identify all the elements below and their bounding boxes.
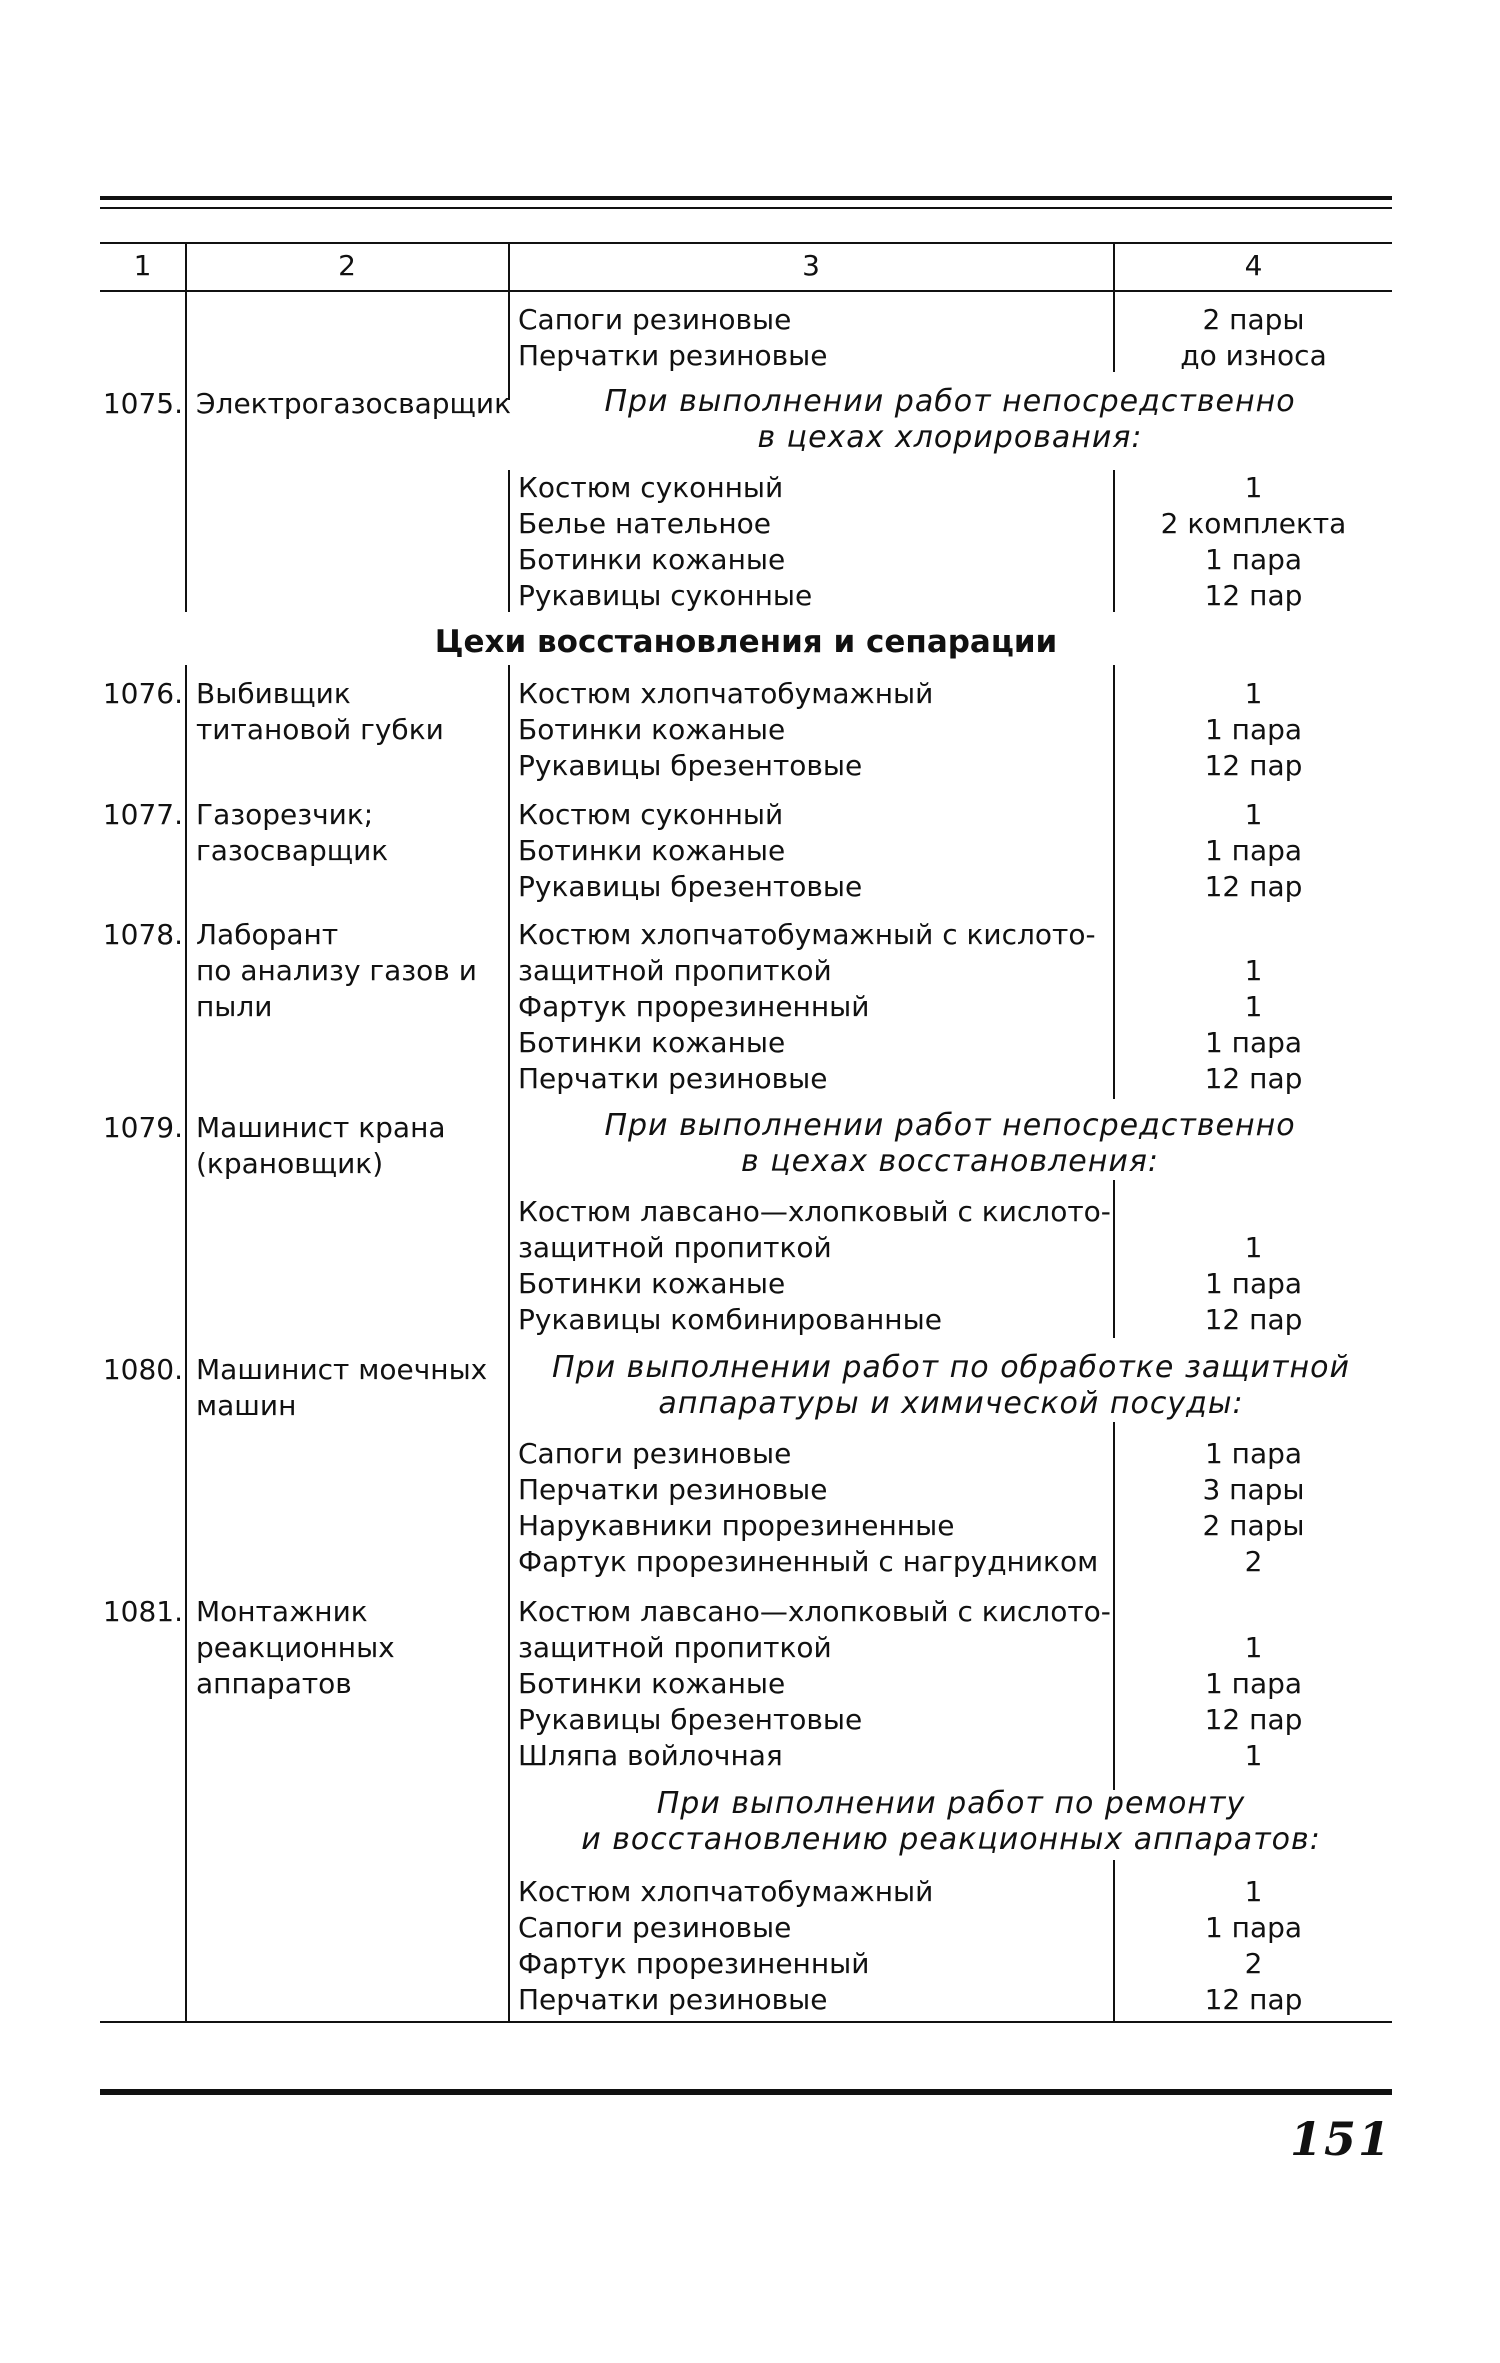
item-text: Перчатки резиновые: [518, 339, 828, 372]
condition-note: аппаратуры и химической посуды:: [658, 1386, 1244, 1421]
page-number: 151: [1289, 2112, 1392, 2166]
qty-text: 12 пар: [1204, 1703, 1303, 1736]
top-rule-thin: [100, 207, 1392, 209]
entry-title: Выбивщик: [196, 677, 351, 710]
qty-text: 12 пар: [1204, 1303, 1303, 1336]
qty-text: 2 пары: [1202, 303, 1305, 336]
item-text: Ботинки кожаные: [518, 1026, 786, 1059]
header-top-line: [100, 242, 1392, 244]
qty-text: 1 пара: [1204, 1911, 1303, 1944]
qty-text: 1: [1244, 1631, 1263, 1664]
entry-title: Лаборант: [196, 918, 339, 951]
qty-text: 1: [1244, 954, 1263, 987]
item-text: Ботинки кожаные: [518, 543, 786, 576]
entry-number-1079: 1079.: [102, 1111, 183, 1144]
qty-text: 1 пара: [1204, 1026, 1303, 1059]
qty-text: 1: [1244, 471, 1263, 504]
qty-text: до износа: [1180, 339, 1327, 372]
qty-text: 1 пара: [1204, 1267, 1303, 1300]
condition-note: в цехах хлорирования:: [757, 420, 1143, 455]
item-text: Рукавицы брезентовые: [518, 749, 863, 782]
item-text: защитной пропиткой: [518, 1231, 832, 1264]
top-rule-thick: [100, 196, 1392, 200]
col-header-1: 1: [133, 249, 152, 282]
condition-note: и восстановлению реакционных аппаратов:: [581, 1822, 1321, 1857]
item-text: Рукавицы брезентовые: [518, 870, 863, 903]
item-text: Костюм суконный: [518, 798, 784, 831]
qty-text: 1 пара: [1204, 1437, 1303, 1470]
item-text: Костюм хлопчатобумажный с кислото-: [518, 918, 1096, 951]
entry-title: реакционных: [196, 1631, 395, 1664]
qty-text: 1 пара: [1204, 543, 1303, 576]
qty-text: 12 пар: [1204, 870, 1303, 903]
item-text: Рукавицы брезентовые: [518, 1703, 863, 1736]
item-text: Ботинки кожаные: [518, 834, 786, 867]
col-sep-1-upper: [185, 242, 187, 612]
item-text: Костюм суконный: [518, 471, 784, 504]
entry-title: машин: [196, 1389, 297, 1422]
item-text: Сапоги резиновые: [518, 1437, 792, 1470]
qty-text: 12 пар: [1204, 1062, 1303, 1095]
qty-text: 1 пара: [1204, 713, 1303, 746]
qty-text: 12 пар: [1204, 579, 1303, 612]
item-text: Рукавицы комбинированные: [518, 1303, 942, 1336]
entry-number-1076: 1076.: [102, 677, 183, 710]
entry-title: Газорезчик;: [196, 798, 374, 831]
entry-number-1081: 1081.: [102, 1595, 183, 1628]
item-text: Сапоги резиновые: [518, 1911, 792, 1944]
entry-title: Электрогазосварщик: [196, 387, 511, 420]
condition-note: При выполнении работ непосредственно: [604, 384, 1296, 419]
qty-text: 1: [1244, 1739, 1263, 1772]
entry-title: по анализу газов и: [196, 954, 477, 987]
qty-text: 2 пары: [1202, 1509, 1305, 1542]
col-header-3: 3: [802, 249, 820, 282]
qty-text: 1 пара: [1204, 1667, 1303, 1700]
qty-text: 1: [1244, 677, 1263, 710]
qty-text: 2: [1244, 1947, 1263, 1980]
condition-note: в цехах восстановления:: [741, 1144, 1159, 1179]
item-text: Сапоги резиновые: [518, 303, 792, 336]
item-text: Фартук прорезиненный: [518, 1947, 870, 1980]
item-text: Ботинки кожаные: [518, 1667, 786, 1700]
item-text: защитной пропиткой: [518, 1631, 832, 1664]
entry-title: пыли: [196, 990, 273, 1023]
header-bottom-line: [100, 290, 1392, 292]
item-text: Перчатки резиновые: [518, 1983, 828, 2016]
item-text: Перчатки резиновые: [518, 1473, 828, 1506]
entry-title: газосварщик: [196, 834, 389, 867]
qty-text: 1 пара: [1204, 834, 1303, 867]
item-text: Фартук прорезиненный с нагрудником: [518, 1545, 1099, 1578]
entry-number-1080: 1080.: [102, 1353, 183, 1386]
item-text: Нарукавники прорезиненные: [518, 1509, 955, 1542]
item-text: Костюм лавсано—хлопковый с кислото-: [518, 1595, 1111, 1628]
entry-title: аппаратов: [196, 1667, 352, 1700]
condition-note: При выполнении работ по ремонту: [656, 1786, 1246, 1821]
qty-text: 1: [1244, 1231, 1263, 1264]
qty-text: 1: [1244, 1875, 1263, 1908]
entry-number-1078: 1078.: [102, 918, 183, 951]
entry-title: Машинист моечных: [196, 1353, 488, 1386]
entry-number-1075: 1075.: [102, 387, 183, 420]
item-text: Ботинки кожаные: [518, 713, 786, 746]
qty-text: 3 пары: [1202, 1473, 1305, 1506]
qty-text: 12 пар: [1204, 1983, 1303, 2016]
section-heading: Цехи восстановления и сепарации: [434, 624, 1058, 660]
item-text: Костюм хлопчатобумажный: [518, 1875, 934, 1908]
condition-note: При выполнении работ непосредственно: [604, 1108, 1296, 1143]
entry-number-1077: 1077.: [102, 798, 183, 831]
col-header-2: 2: [338, 249, 356, 282]
item-text: Фартук прорезиненный: [518, 990, 870, 1023]
col-sep-2-upper-b: [508, 470, 510, 612]
item-text: защитной пропиткой: [518, 954, 832, 987]
qty-text: 12 пар: [1204, 749, 1303, 782]
item-text: Костюм лавсано—хлопковый с кислото-: [518, 1195, 1111, 1228]
entry-title: Монтажник: [196, 1595, 368, 1628]
col-sep-1-lower: [185, 665, 187, 2021]
item-text: Ботинки кожаные: [518, 1267, 786, 1300]
entry-title: (крановщик): [196, 1147, 384, 1180]
item-text: Белье нательное: [518, 507, 772, 540]
item-text: Шляпа войлочная: [518, 1739, 783, 1772]
col-header-4: 4: [1244, 249, 1263, 282]
item-text: Костюм хлопчатобумажный: [518, 677, 934, 710]
entry-title: Машинист крана: [196, 1111, 446, 1144]
qty-text: 1: [1244, 990, 1263, 1023]
entry-title: титановой губки: [196, 713, 444, 746]
item-text: Рукавицы суконные: [518, 579, 813, 612]
qty-text: 2: [1244, 1545, 1263, 1578]
qty-text: 1: [1244, 798, 1263, 831]
item-text: Перчатки резиновые: [518, 1062, 828, 1095]
bottom-rule: [100, 2089, 1392, 2095]
condition-note: При выполнении работ по обработке защитной: [552, 1350, 1350, 1385]
table-bottom-line: [100, 2021, 1392, 2023]
qty-text: 2 комплекта: [1160, 507, 1347, 540]
